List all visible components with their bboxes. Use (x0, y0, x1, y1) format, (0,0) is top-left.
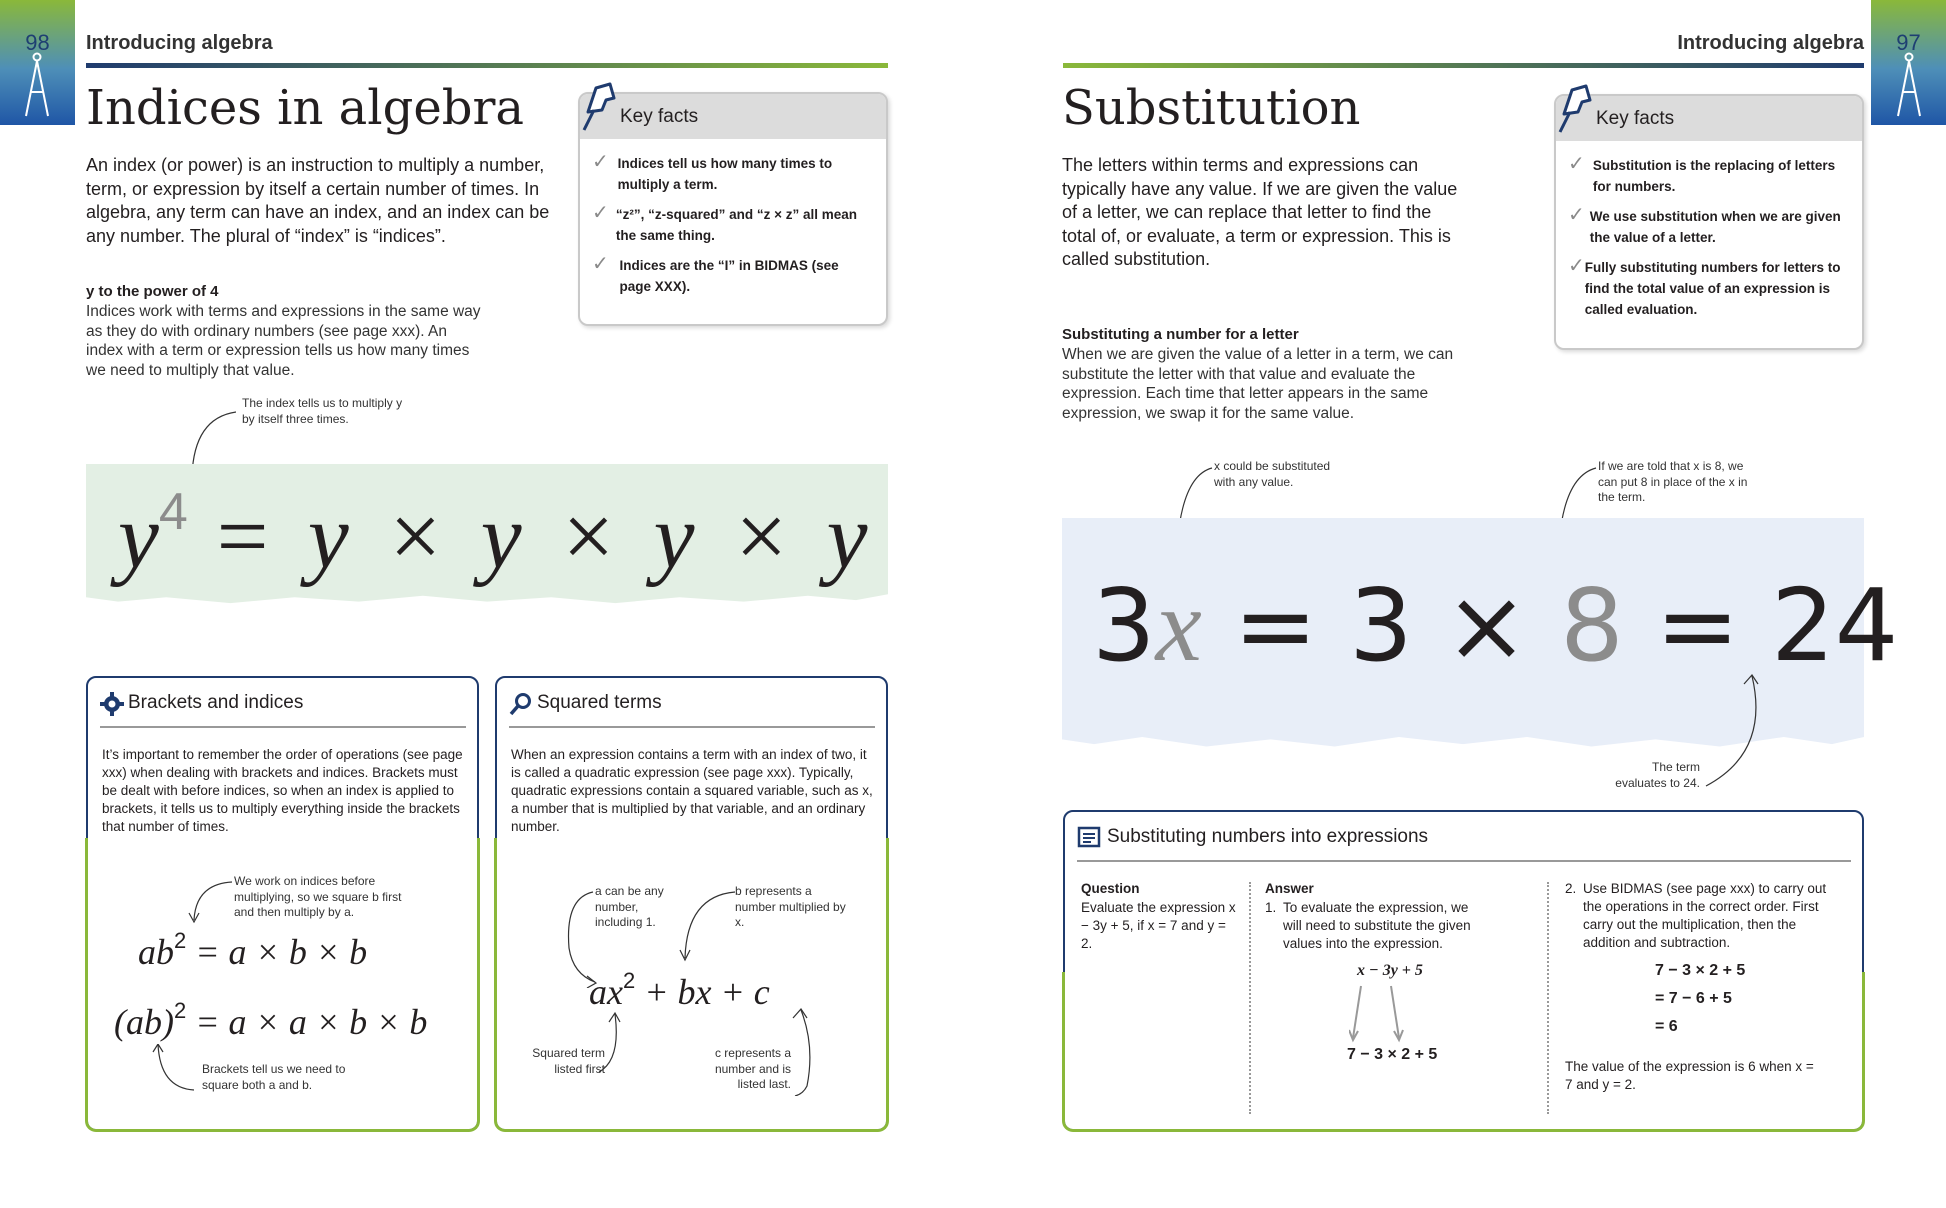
key-facts-header (1556, 96, 1862, 141)
box-text: It’s important to remember the order of operations (see page xxx) when dealing with brackets and indices. Brackets must be dealt with before indices, so when an index is applied to brackets, it tells us to multiply everything inside the brackets that number of times. (102, 747, 463, 834)
eq-exponent: 4 (158, 483, 188, 541)
substitution-arrows (1349, 982, 1419, 1052)
annotation-arrow (152, 1044, 202, 1104)
pushpin-icon (576, 80, 620, 132)
annotation-x: x could be substituted with any value. (1214, 459, 1331, 489)
conclusion-text: The value of the expression is 6 when x = 7 and y = 2. (1565, 1059, 1814, 1092)
annotation-a: a can be any number, including 1. (595, 884, 664, 929)
gear-icon (100, 692, 124, 716)
step-2-text: Use BIDMAS (see page xxx) to carry out the operations in the correct order. First carry out the multiplication, then the addition and subtraction. (1583, 881, 1827, 950)
eq-variable: x (1155, 568, 1202, 683)
check-icon: ✓ (592, 253, 609, 275)
section-text: Indices work with terms and expressions in the same way as they do with ordinary numbers (see page xxx). An index with a term or expression tells us how many times we need to multiply that value. (86, 303, 481, 379)
key-fact-item: ✓ Indices tell us how many times to multiply a term. (592, 153, 872, 195)
key-facts-box (578, 92, 888, 326)
answer-label: Answer (1265, 881, 1314, 896)
box-divider (100, 726, 466, 728)
annotation-c: c represents a number and is listed last. (714, 1046, 791, 1091)
key-fact-item: ✓ Fully substituting numbers for letters to find the total value of an expression is called evaluation. (1568, 257, 1848, 320)
annotation-top: We work on indices before multiplying, so we square b first and then multiply by a. (234, 874, 402, 919)
box-text: When an expression contains a term with an index of two, it is called a quadratic expression (see page xxx). Typically, quadratic expressions contain a squared variable, such as x, a number that is multiplied by that variable, and an ordinary number. (511, 747, 873, 834)
calc-line-1: 7 − 3 × 2 + 5 (1655, 962, 1746, 979)
page-tab-right (1871, 0, 1946, 125)
compass-icon (1895, 52, 1923, 120)
brackets-equation-1: $ab^2 = a \times b \times b$ (138, 928, 368, 972)
check-icon: ✓ (1568, 255, 1585, 277)
annotation-24: The term evaluates to 24. (1615, 760, 1700, 790)
key-facts-title: Key facts (620, 106, 699, 127)
intro-text: The letters within terms and expressions can typically have any value. If we are given the value of a letter, we can replace that letter to find the total of, or evaluate, a term or expression. This is called substitution. (1062, 155, 1458, 269)
intro-text: An index (or power) is an instruction to multiply a number, term, or expression by itself a certain number of times. In algebra, any term can have an index, and an index can be any number. The plural of “index” is “indices”. (86, 155, 550, 246)
section-heading: Substituting a number for a letter (1062, 326, 1299, 343)
check-icon: ✓ (1568, 204, 1585, 226)
substitution-equation (1092, 566, 1898, 685)
expr-top: x − 3y + 5 (1357, 962, 1423, 979)
worked-example-icon (1077, 826, 1103, 850)
key-facts-title: Key facts (1596, 108, 1675, 129)
eq-result: = 24 (1655, 567, 1899, 684)
box-title: Substituting numbers into expressions (1107, 826, 1429, 847)
page-number: 98 (25, 30, 50, 55)
eq-coef: 3 (1092, 567, 1156, 684)
box-title: Brackets and indices (128, 692, 304, 713)
key-fact-item: ✓ Substitution is the replacing of letters for numbers. (1568, 155, 1848, 197)
page-number: 97 (1896, 30, 1921, 55)
annotation-arrow (1700, 672, 1770, 792)
eq-rhs: = y × y × y × y (210, 485, 874, 587)
check-icon: ✓ (592, 151, 609, 173)
key-fact-item: ✓ “z²”, “z-squared” and “z × z” all mean the same thing. (592, 204, 872, 246)
eq-value: 8 (1560, 567, 1624, 684)
page-title: Indices in algebra (86, 80, 525, 136)
calc-line-2: = 7 − 6 + 5 (1655, 990, 1732, 1007)
eq-mid: = 3 × (1233, 567, 1529, 684)
step-2-number: 2. (1565, 881, 1577, 896)
annotation-index: The index tells us to multiply y by itself three times. (242, 396, 403, 426)
question-label: Question (1081, 881, 1140, 896)
compass-icon (23, 52, 51, 120)
magnifier-icon (509, 692, 533, 716)
brackets-equation-2: (ab)$^2$ = a × a × b × b (114, 998, 428, 1042)
annotation-bottom: Brackets tell us we need to square both a and b. (202, 1062, 346, 1092)
section-text: When we are given the value of a letter in a term, we can substitute the letter with that value and evaluate the expression. Each time that letter appears in the same expression, we swap it for the same value. (1062, 346, 1454, 422)
page-title: Substitution (1062, 80, 1361, 136)
annotation-arrow (184, 878, 234, 928)
page-tab-left (0, 0, 75, 125)
box-divider (1077, 860, 1851, 862)
key-facts-header (580, 94, 886, 139)
brackets-indices-box (86, 676, 479, 1131)
squared-terms-box (495, 676, 888, 1131)
key-fact-item: ✓ We use substitution when we are given the value of a letter. (1568, 206, 1848, 248)
header-rule (1063, 63, 1864, 68)
section-heading: y to the power of 4 (86, 283, 219, 300)
step-1-text: To evaluate the expression, we will need to substitute the given values into the expression. (1283, 900, 1471, 951)
annotation-squared: Squared term listed first (532, 1046, 605, 1076)
box-divider (509, 726, 875, 728)
calc-line-3: = 6 (1655, 1018, 1678, 1035)
example-box (1063, 810, 1864, 1131)
column-divider (1249, 882, 1251, 1114)
box-title: Squared terms (537, 692, 662, 713)
pushpin-icon (1552, 82, 1596, 134)
step-1-number: 1. (1265, 900, 1277, 915)
annotation-b: b represents a number multiplied by x. (735, 884, 846, 929)
header-rule (86, 63, 888, 68)
annotation-arrow (673, 888, 743, 968)
key-facts-box (1554, 94, 1864, 350)
column-divider (1547, 882, 1549, 1114)
annotation-8: If we are told that x is 8, we can put 8 in place of the x in the term. (1598, 459, 1748, 504)
check-icon: ✓ (592, 202, 609, 224)
running-head: Introducing algebra (1677, 32, 1864, 54)
question-text: Evaluate the expression x − 3y + 5, if x = 7 and y = 2. (1081, 900, 1236, 951)
quadratic-equation: $ax^2$ + bx + c (589, 968, 770, 1012)
eq-base: y (118, 485, 159, 587)
expr-bottom: 7 − 3 × 2 + 5 (1347, 1046, 1438, 1063)
key-fact-item: ✓ Indices are the “I” in BIDMAS (see page XXX). (592, 255, 872, 297)
running-head: Introducing algebra (86, 32, 273, 54)
check-icon: ✓ (1568, 153, 1585, 175)
power-equation (118, 482, 873, 589)
